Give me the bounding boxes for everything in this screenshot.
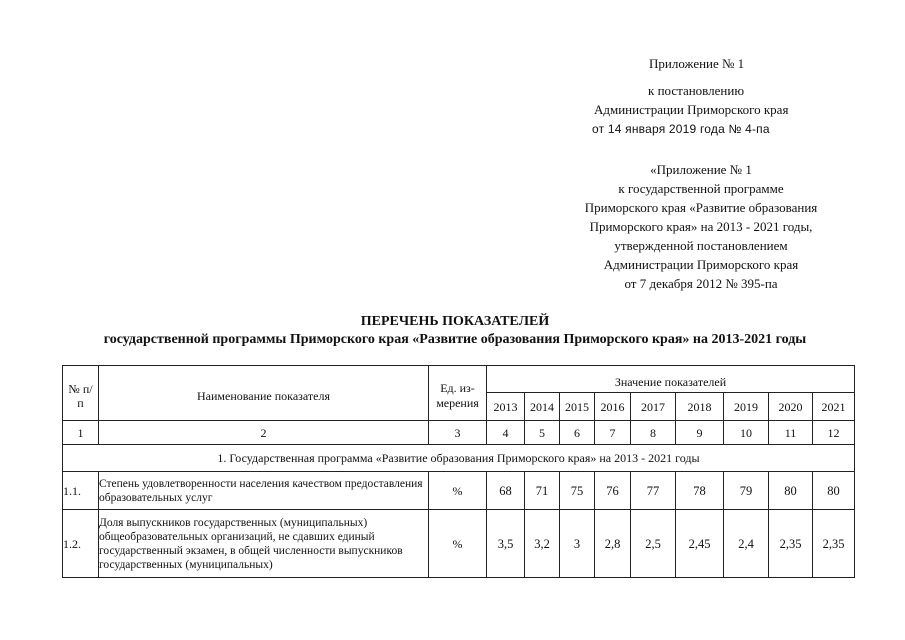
indicator-value: 2,35 <box>769 510 813 578</box>
document-title <box>40 313 870 349</box>
indicator-value: 2,4 <box>724 510 769 578</box>
annex-to-decree: к постановлению <box>648 83 745 98</box>
indicator-value: 77 <box>631 472 676 510</box>
section-heading: 1. Государственная программа «Развитие образования Приморского края» на 2013 - 2021 годы <box>63 445 855 472</box>
header-year: 2019 <box>724 393 769 421</box>
header-unit-label: Ед. из-мерения <box>436 381 479 410</box>
header-year: 2017 <box>631 393 676 421</box>
indicator-value: 71 <box>525 472 560 510</box>
indicator-value: 80 <box>813 472 855 510</box>
column-number-row <box>63 421 855 445</box>
annex-decree-date: от 14 января 2019 года № 4-па <box>592 122 770 136</box>
indicator-value: 3,2 <box>525 510 560 578</box>
indicator-value: 2,5 <box>631 510 676 578</box>
indicator-unit: % <box>429 472 487 510</box>
program-annex-line: Приморского края «Развитие образования <box>584 200 818 215</box>
indicator-value: 3 <box>560 510 595 578</box>
column-number: 10 <box>724 421 769 445</box>
header-number-label: № п/п <box>68 382 93 410</box>
program-annex-line: Администрации Приморского края <box>603 257 799 272</box>
column-number: 9 <box>676 421 724 445</box>
column-number: 4 <box>487 421 525 445</box>
column-number: 2 <box>99 421 429 445</box>
indicator-name: Доля выпускников государственных (муниципальных) общеобразовательных организаций, не сдавших единый государственный экзамен, в общей численности выпускников государственных (муниципальных) <box>99 510 429 578</box>
header-number <box>63 366 99 421</box>
program-annex-line: Приморского края» на 2013 - 2021 годы, <box>589 219 813 234</box>
indicator-value: 2,45 <box>676 510 724 578</box>
program-annex-line: утвержденной постановлением <box>614 238 788 253</box>
row-number: 1.2. <box>63 510 99 578</box>
indicator-unit: % <box>429 510 487 578</box>
indicator-value: 68 <box>487 472 525 510</box>
indicator-value: 76 <box>595 472 631 510</box>
header-unit <box>429 366 487 421</box>
header-year: 2021 <box>813 393 855 421</box>
indicator-value: 2,35 <box>813 510 855 578</box>
indicator-name: Степень удовлетворенности населения качеством предоставления образовательных услуг <box>99 472 429 510</box>
column-number: 1 <box>63 421 99 445</box>
program-annex-line: от 7 декабря 2012 № 395-па <box>624 276 778 291</box>
annex-administration: Администрации Приморского края <box>594 102 789 117</box>
header-year: 2013 <box>487 393 525 421</box>
annex-header <box>592 54 832 139</box>
row-number: 1.1. <box>63 472 99 510</box>
column-number: 8 <box>631 421 676 445</box>
indicator-value: 78 <box>676 472 724 510</box>
table-row <box>63 472 855 510</box>
header-values: Значение показателей <box>487 366 855 393</box>
column-number: 11 <box>769 421 813 445</box>
column-number: 5 <box>525 421 560 445</box>
header-year: 2020 <box>769 393 813 421</box>
header-name: Наименование показателя <box>99 366 429 421</box>
indicator-value: 75 <box>560 472 595 510</box>
program-annex-block <box>560 160 842 293</box>
program-annex-line: «Приложение № 1 <box>650 162 752 177</box>
indicators-table <box>62 365 855 578</box>
title-line-1: ПЕРЕЧЕНЬ ПОКАЗАТЕЛЕЙ <box>360 314 550 329</box>
indicator-value: 3,5 <box>487 510 525 578</box>
header-year: 2014 <box>525 393 560 421</box>
header-year: 2016 <box>595 393 631 421</box>
title-line-2: государственной программы Приморского края «Развитие образования Приморского края» на 2013-2021 годы <box>103 332 807 347</box>
program-annex-line: к государственной программе <box>618 181 784 196</box>
column-number: 6 <box>560 421 595 445</box>
table-row <box>63 510 855 578</box>
header-year: 2018 <box>676 393 724 421</box>
indicator-value: 2,8 <box>595 510 631 578</box>
column-number: 3 <box>429 421 487 445</box>
annex-number: Приложение № 1 <box>649 56 745 71</box>
indicator-value: 80 <box>769 472 813 510</box>
column-number: 12 <box>813 421 855 445</box>
header-year: 2015 <box>560 393 595 421</box>
indicator-value: 79 <box>724 472 769 510</box>
column-number: 7 <box>595 421 631 445</box>
